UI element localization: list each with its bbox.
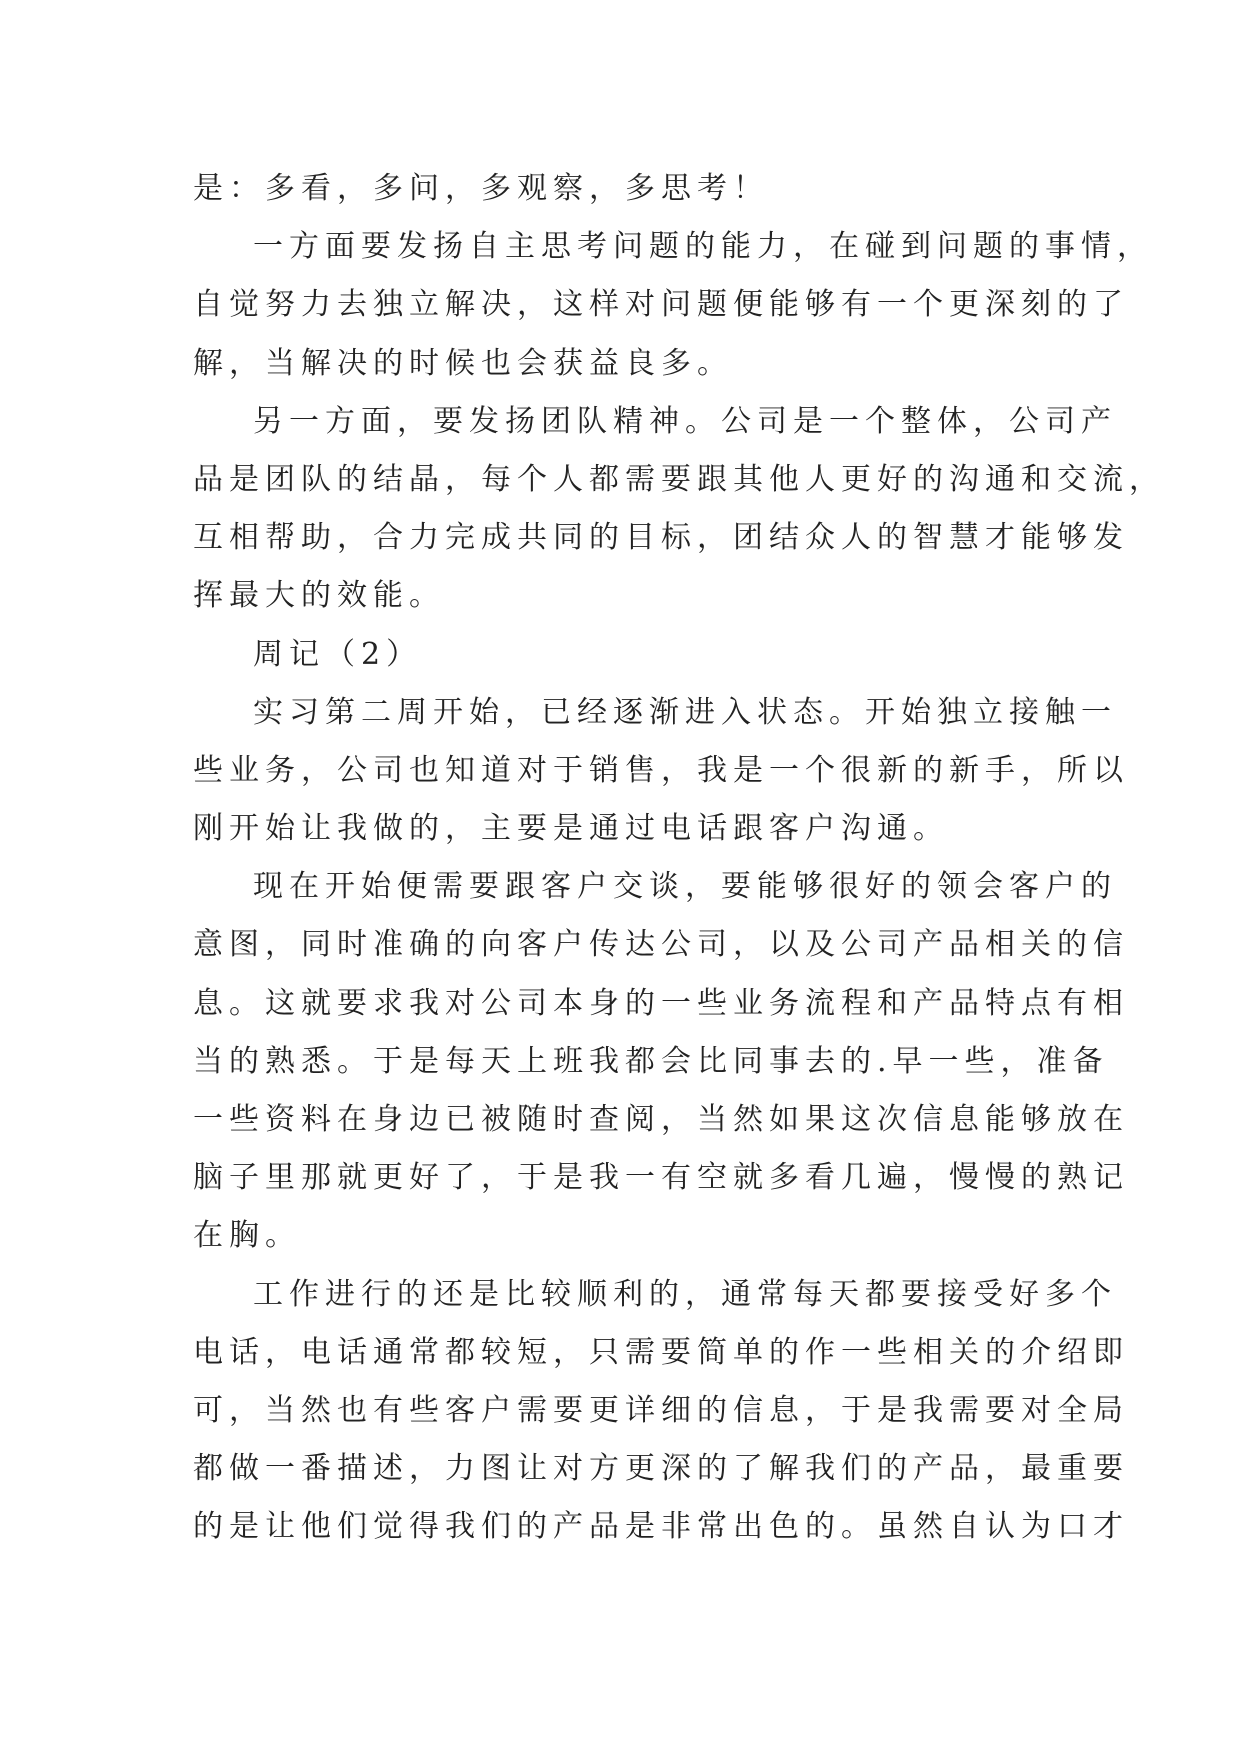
text-line: 都做一番描述，力图让对方更深的了解我们的产品，最重要 (193, 1451, 1129, 1487)
text-line: 息。这就要求我对公司本身的一些业务流程和产品特点有相 (193, 985, 1129, 1021)
text-line: 另一方面，要发扬团队精神。公司是一个整体，公司产 (253, 403, 1117, 439)
text-line: 实习第二周开始，已经逐渐进入状态。开始独立接触一 (253, 694, 1117, 730)
text-line: 可，当然也有些客户需要更详细的信息，于是我需要对全局 (193, 1392, 1129, 1428)
text-line: 一些资料在身边已被随时查阅，当然如果这次信息能够放在 (193, 1102, 1129, 1137)
text-line: 现在开始便需要跟客户交谈，要能够很好的领会客户的 (253, 869, 1117, 905)
text-line: 工作进行的还是比较顺利的，通常每天都要接受好多个 (253, 1276, 1117, 1312)
text-line: 一方面要发扬自主思考问题的能力，在碰到问题的事情， (253, 229, 1153, 265)
text-line: 品是团队的结晶，每个人都需要跟其他人更好的沟通和交流， (193, 461, 1165, 497)
text-line: 刚开始让我做的，主要是通过电话跟客户沟通。 (193, 811, 949, 847)
text-line: 些业务，公司也知道对于销售，我是一个很新的新手，所以 (193, 752, 1129, 788)
text-line: 互相帮助，合力完成共同的目标，团结众人的智慧才能够发 (193, 520, 1129, 556)
text-line: 解，当解决的时候也会获益良多。 (193, 345, 733, 381)
text-line: 是：多看，多问，多观察，多思考！ (193, 171, 769, 206)
text-line: 意图，同时准确的向客户传达公司，以及公司产品相关的信 (193, 927, 1129, 963)
text-line: 电话，电话通常都较短，只需要简单的作一些相关的介绍即 (193, 1334, 1129, 1370)
text-line: 周记（2） (253, 636, 423, 672)
document-body (193, 160, 1165, 1557)
text-line: 脑子里那就更好了，于是我一有空就多看几遍，慢慢的熟记 (193, 1160, 1129, 1196)
text-line: 挥最大的效能。 (193, 578, 445, 614)
text-line: 当的熟悉。于是每天上班我都会比同事去的.早一些，准备 (193, 1043, 1109, 1079)
text-line: 自觉努力去独立解决，这样对问题便能够有一个更深刻的了 (193, 287, 1129, 323)
text-line: 的是让他们觉得我们的产品是非常出色的。虽然自认为口才 (193, 1509, 1129, 1545)
text-line: 在胸。 (193, 1218, 301, 1254)
